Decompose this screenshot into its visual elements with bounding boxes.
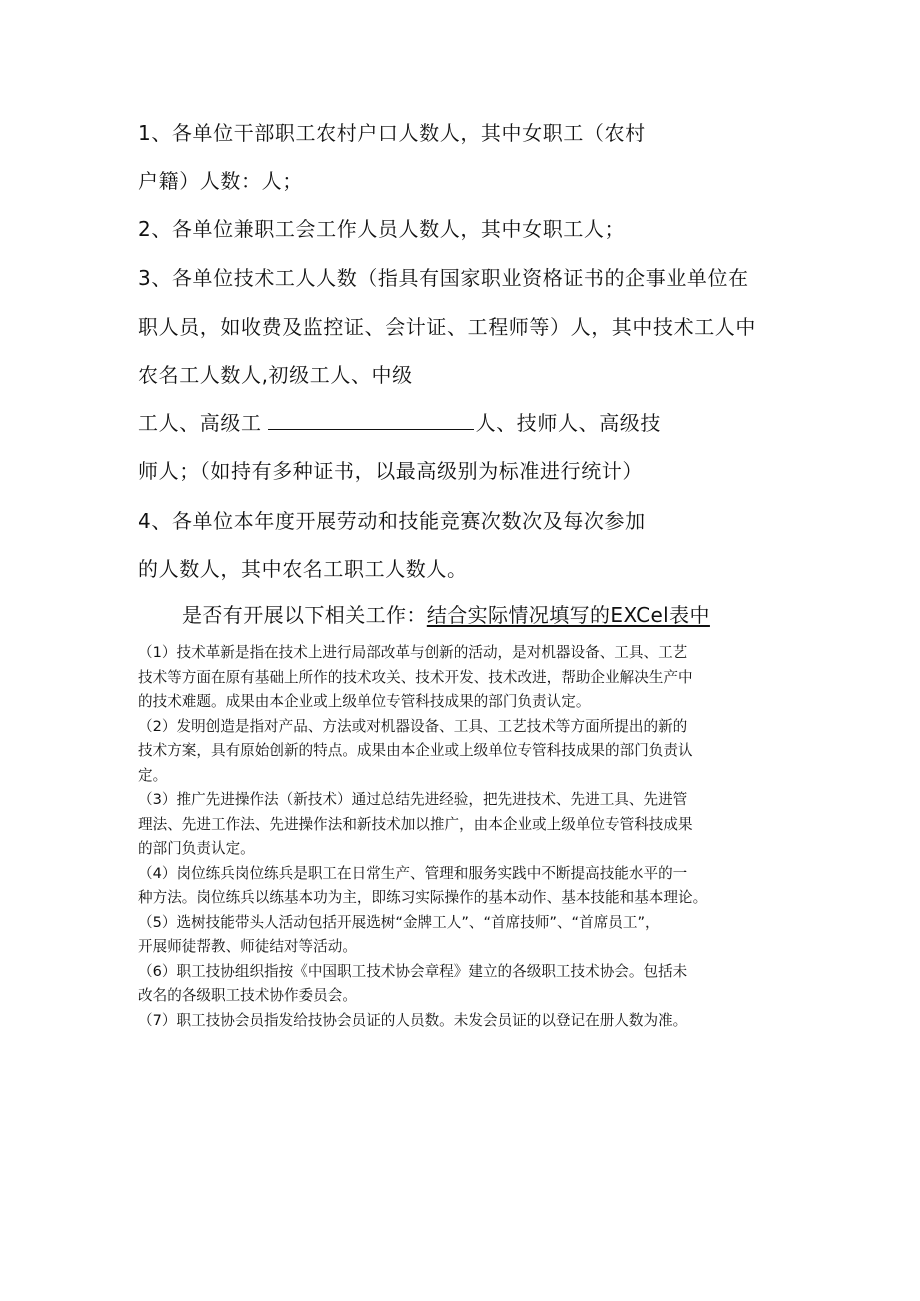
note-line: 理法、先进工作法、先进操作法和新技术加以推广，由本企业或上级单位专管科技成果 (138, 816, 693, 833)
item-2-line-1: 2、各单位兼职工会工作人员人数人，其中女职工人； (138, 217, 626, 241)
item-3-line-2: 职人员，如收费及监控证、会计证、工程师等）人，其中技术工人中 (138, 315, 756, 339)
note-line: （3）推广先进操作法（新技术）通过总结先进经验，把先进技术、先进工具、先进管 (138, 791, 688, 808)
item-1-line-1: 1、各单位干部职工农村户口人数人，其中女职工（农村 (138, 121, 646, 145)
item-3-line-3: 农名工人数人,初级工人、中级 (138, 363, 413, 387)
note-line: （7）职工技协会员指发给技协会员证的人员数。未发会员证的以登记在册人数为准。 (138, 1012, 688, 1029)
note-line: 改名的各级职工技术协作委员会。 (138, 987, 357, 1004)
note-line: 定。 (138, 767, 168, 784)
note-line: （2）发明创造是指对产品、方法或对机器设备、工具、工艺技术等方面所提出的新的 (138, 718, 688, 735)
section-heading-underlined: 结合实际情况填写的EXCel表中 (426, 603, 710, 627)
note-line: 的部门负责认定。 (138, 840, 255, 857)
note-line: 开展师徒帮教、师徒结对等活动。 (138, 938, 357, 955)
item-3-line-1: 3、各单位技术工人人数（指具有国家职业资格证书的企事业单位在 (138, 266, 749, 290)
note-line: （5）选树技能带头人活动包括开展选树“金牌工人”、“首席技师”、“首席员工”， (138, 914, 660, 931)
item-3-line-5: 师人；（如持有多种证书，以最高级别为标准进行统计） (138, 459, 643, 483)
note-line: 的技术难题。成果由本企业或上级单位专管科技成果的部门负责认定。 (138, 693, 591, 710)
item-4-line-2: 的人数人，其中农名工职工人数人。 (138, 557, 468, 581)
item-4-line-1: 4、各单位本年度开展劳动和技能竞赛次数次及每次参加 (138, 509, 646, 533)
note-line: 技术方案，具有原始创新的特点。成果由本企业或上级单位专管科技成果的部门负责认 (138, 742, 693, 759)
note-line: 技术等方面在原有基础上所作的技术攻关、技术开发、技术改进，帮助企业解决生产中 (138, 669, 693, 686)
item-3-line-4 (138, 411, 661, 435)
item-3-line-4-start: 工人、高级工 (138, 411, 262, 435)
item-3-line-4-end: 人、技师人、高级技 (475, 411, 662, 435)
note-line: （4）岗位练兵岗位练兵是职工在日常生产、管理和服务实践中不断提高技能水平的一 (138, 865, 688, 882)
section-heading (182, 602, 710, 628)
note-line: （1）技术革新是指在技术上进行局部改革与创新的活动，是对机器设备、工具、工艺 (138, 644, 688, 661)
fill-in-blank[interactable] (268, 411, 474, 430)
item-1-line-2: 户籍）人数：人； (138, 169, 303, 193)
note-line: 种方法。岗位练兵以练基本功为主，即练习实际操作的基本动作、基本技能和基本理论。 (138, 889, 708, 906)
note-line: （6）职工技协组织指按《中国职工技术协会章程》建立的各级职工技术协会。包括未 (138, 963, 688, 980)
section-heading-prefix: 是否有开展以下相关工作： (182, 603, 427, 627)
